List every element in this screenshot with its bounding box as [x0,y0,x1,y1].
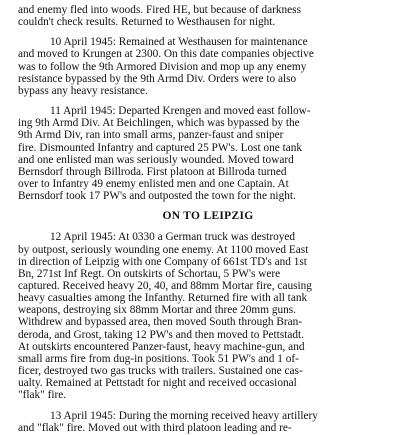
text-line: in direction of Leipzig with one Company of 661st TD's and 1st [18,255,307,268]
text-line: and moved to Krungen at 2300. On this date companies objective [18,48,314,61]
text-line: was to follow the 9th Armored Division and mop up any enemy [18,60,307,73]
text-line: heavy casualties among the Infanthy. Returned fire with all tank [18,292,308,305]
text-line: and one enlisted man was seriously wounded. Moved toward [18,153,294,166]
entry-11-april: 11 April 1945: Departed Krengen and moved east follow- [50,105,311,118]
text-line: 9th Armd Div, ran into small arms, panzer-faust and sniper [18,129,284,142]
text-line: At outskirts encountered Panzer-faust, heavy machine-gun, and [18,340,305,353]
text-line: ing 9th Armd Div. At Beichlingen, which was bypassed by the [18,117,300,130]
text-line: bypass any heavy resistance. [18,84,148,97]
text-line: ficer, destroyed two gas trucks with trailers. Sustained one cas- [18,365,303,378]
text-line: and enemy fled into woods. Fired HE, but because of darkness [18,4,301,16]
text-line: weapons, destroying six 88mm Mortar and three 20mm guns. [18,304,296,317]
text-line: fire. Dismounted Infantry and captured 25 PW's. Lost one tank [18,141,303,154]
text-line: Bernsdorf took 17 PW's and outposted the town for the night. [18,190,296,203]
entry-12-april: 12 April 1945: At 0330 a German truck was destroyed [50,231,296,244]
section-heading: ON TO LEIPZIG [162,210,254,223]
entry-13-april: 13 April 1945: During the morning received heavy artillery [50,409,318,422]
text-line: captured. Received heavy 20, 40, and 88mm Mortar fire, causing [18,280,312,292]
entry-10-april: 10 April 1945: Remained at Westhausen for maintenance [50,36,308,49]
text-line: small arms fire from dug-in positions. Took 51 PW's and 1 of- [18,352,299,365]
text-line: over to Infantry 49 enemy enlisted men and one Captain. At [18,177,289,190]
text-line: Bernsdorf through Billroda. First platoon at Billroda turned [18,165,287,178]
text-line: "flak" fire. [18,389,67,402]
text-line: resistance bypassed by the 9th Armd Div. Orders were to also [18,72,297,85]
text-line: and "flak" fire. Moved out with third platoon leading and re- [18,421,292,434]
text-line: couldn't check results. Returned to Westhausen for night. [18,16,276,29]
text-line: ualty. Remained at Pettstadt for night and received occasional [18,377,297,390]
text-line: by outpost, seriously wounding one enemy. At 1100 moved East [18,243,309,256]
text-line: deroda, and Grost, taking 12 PW's and then moved to Pettstadt. [18,328,304,341]
text-line: Bn, 271st Inf Regt. On outskirts of Schortau, 5 PW's were [18,267,281,280]
text-line: Withdrew and bypassed area, then moved South through Bran- [18,316,303,329]
